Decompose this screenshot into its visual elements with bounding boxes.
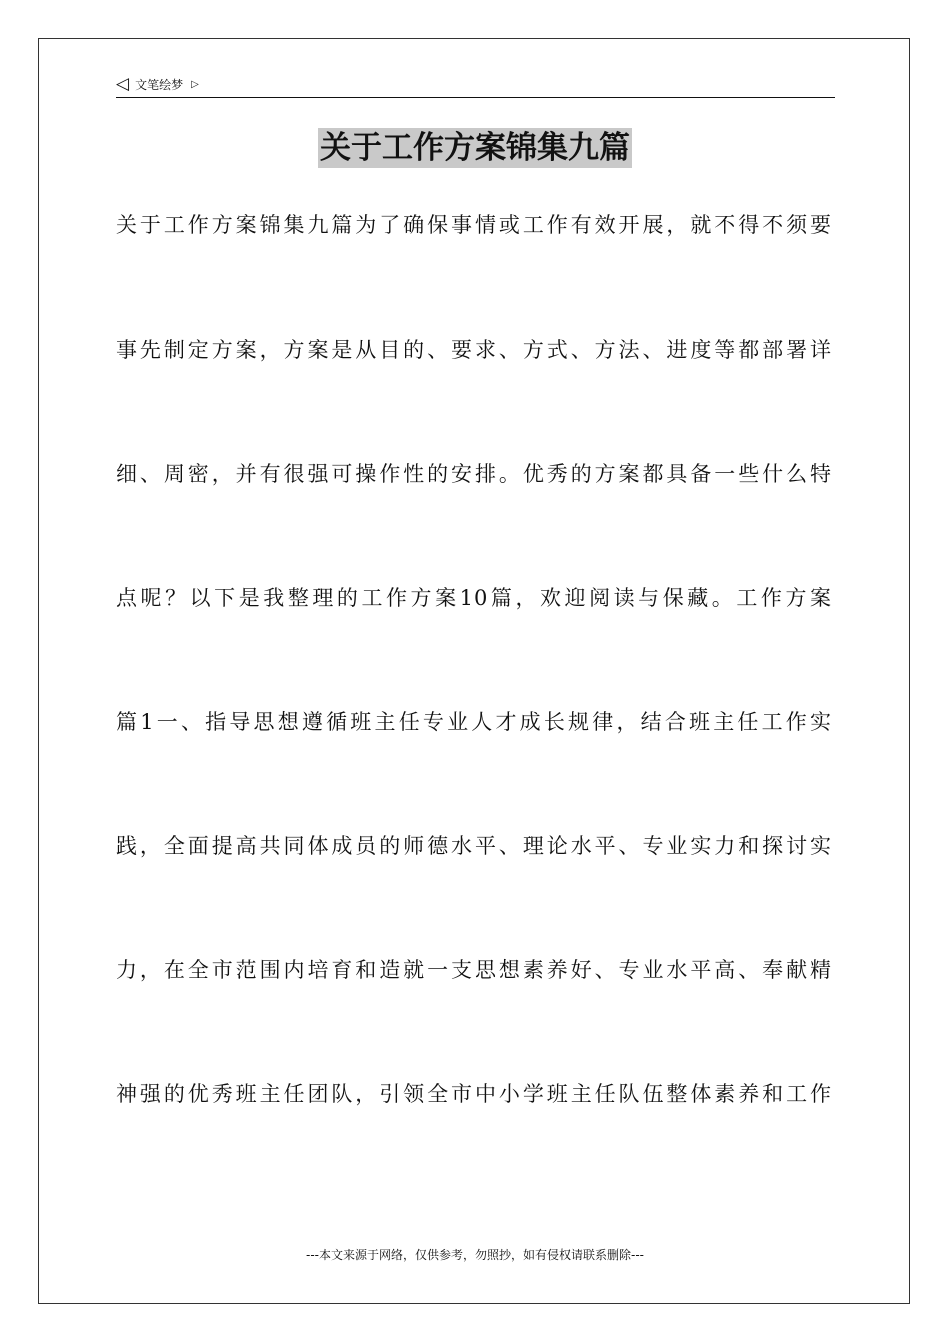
body-line: 神强的优秀班主任团队，引领全市中小学班主任队伍整体素养和工作: [116, 1082, 832, 1106]
footer-disclaimer: ---本文来源于网络，仅供参考，勿照抄，如有侵权请联系删除---: [306, 1248, 644, 1262]
header-divider: [116, 97, 835, 98]
title-container: [0, 128, 950, 168]
body-line: 关于工作方案锦集九篇为了确保事情或工作有效开展，就不得不须要: [116, 213, 832, 237]
document-title: 关于工作方案锦集九篇: [320, 130, 630, 166]
body-line: 践，全面提高共同体成员的师德水平、理论水平、专业实力和探讨实: [116, 834, 832, 858]
header-label: 文笔绘梦: [135, 77, 184, 92]
body-line: 力，在全市范围内培育和造就一支思想素养好、专业水平高、奉献精: [116, 958, 832, 982]
body-line: 点呢？以下是我整理的工作方案10篇，欢迎阅读与保藏。工作方案: [116, 586, 832, 610]
body-line: 事先制定方案，方案是从目的、要求、方式、方法、进度等都部署详: [116, 338, 832, 362]
page-header: [116, 74, 199, 94]
body-line: 细、周密，并有很强可操作性的安排。优秀的方案都具备一些什么特: [116, 462, 832, 486]
left-triangle-icon: ◁: [116, 73, 130, 94]
right-triangle-icon: ▷: [191, 78, 199, 90]
body-line: 篇1一、指导思想遵循班主任专业人才成长规律，结合班主任工作实: [116, 710, 832, 734]
